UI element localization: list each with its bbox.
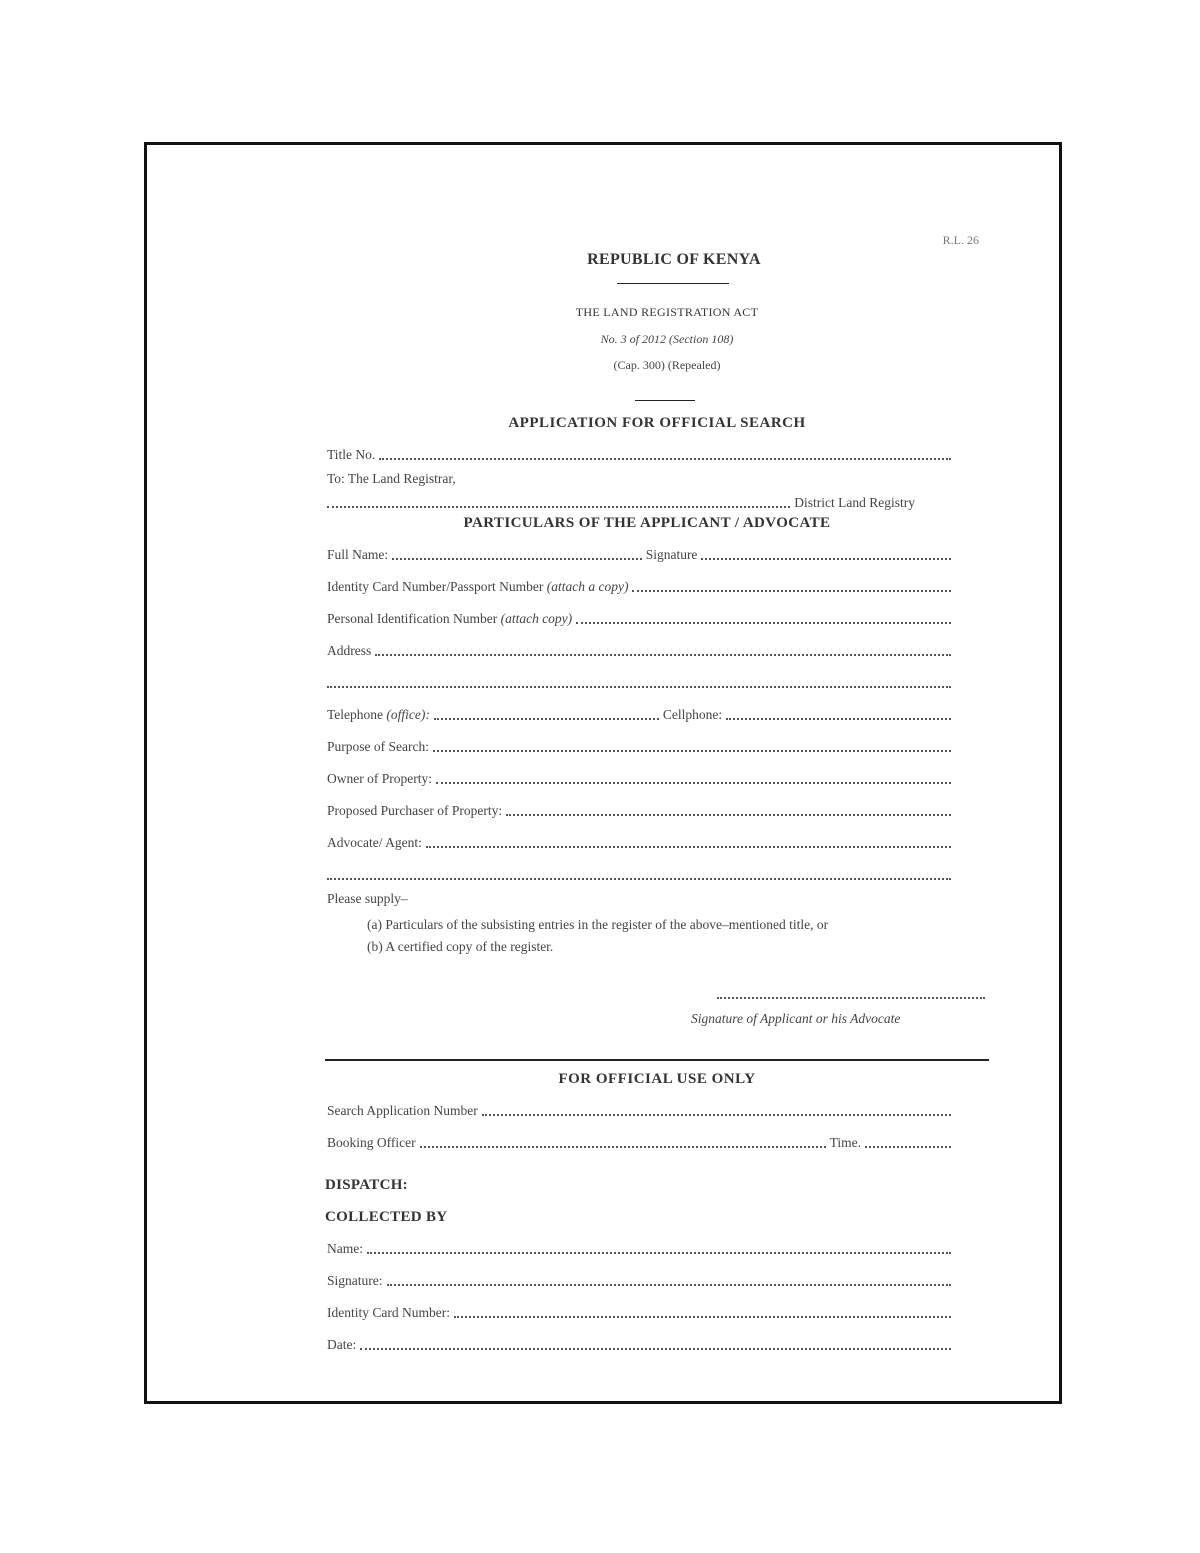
purchaser-label: Proposed Purchaser of Property: [327,803,503,818]
collector-name-field[interactable] [327,1239,951,1257]
purpose-label: Purpose of Search: [327,739,429,754]
telephone-note: (office): [386,707,430,722]
district-blank[interactable] [327,506,790,508]
address-blank[interactable] [375,654,951,656]
search-app-no-field[interactable] [327,1101,951,1119]
id-card-label [327,579,632,595]
owner-field[interactable] [327,769,951,787]
time-blank[interactable] [865,1146,951,1148]
id-card-note: (attach a copy) [546,579,629,594]
collector-signature-label: Signature: [327,1273,383,1288]
pin-field[interactable] [327,609,951,627]
applicant-signature-caption: Signature of Applicant or his Advocate [691,1011,901,1026]
advocate-label: Advocate/ Agent: [327,835,422,850]
form-title: APPLICATION FOR OFFICIAL SEARCH [508,415,806,431]
district-registry-label: District Land Registry [794,495,915,510]
supply-option-a[interactable]: (a) Particulars of the subsisting entries in the register of the above–mentioned title, or [367,917,829,932]
supply-option-b[interactable]: (b) A certified copy of the register. [367,939,554,954]
act-cap: (Cap. 300) (Repealed) [613,358,721,372]
full-name-blank[interactable] [392,558,642,560]
collector-id-label: Identity Card Number: [327,1305,450,1320]
pin-label-text: Personal Identification Number [327,611,498,626]
purpose-field[interactable] [327,737,951,755]
address-blank-2[interactable] [327,686,951,688]
collector-name-label: Name: [327,1241,363,1256]
search-app-no-blank[interactable] [482,1114,951,1116]
collector-date-field[interactable] [327,1335,951,1353]
title-no-label: Title No. [327,447,376,462]
purpose-blank[interactable] [433,750,951,752]
full-name-label: Full Name: [327,547,389,562]
address-label: Address [327,643,372,658]
heading-divider [617,283,729,284]
id-card-label-text: Identity Card Number/Passport Number [327,579,544,594]
official-use-heading: FOR OFFICIAL USE ONLY [558,1071,756,1087]
telephone-label-text: Telephone [327,707,384,722]
owner-label: Owner of Property: [327,771,432,786]
collector-signature-blank[interactable] [387,1284,952,1286]
collector-id-field[interactable] [327,1303,951,1321]
signature-label: Signature [645,547,698,562]
collector-date-label: Date: [327,1337,357,1352]
id-card-blank[interactable] [632,590,951,592]
advocate-blank-2[interactable] [327,878,951,880]
cellphone-blank[interactable] [726,718,951,720]
collector-signature-field[interactable] [327,1271,951,1289]
cellphone-label: Cellphone: [662,707,723,722]
form-reference: R.L. 26 [942,233,979,247]
signature-blank[interactable] [701,558,951,560]
collector-name-blank[interactable] [367,1252,951,1254]
collector-id-blank[interactable] [454,1316,951,1318]
to-registrar: To: The Land Registrar, [327,471,456,486]
dispatch-heading: DISPATCH: [325,1177,408,1193]
full-name-signature-field[interactable] [327,545,951,563]
advocate-field-2[interactable] [327,865,951,883]
purchaser-field[interactable] [327,801,951,819]
pin-note: (attach copy) [500,611,573,626]
form-page [144,142,1062,1404]
heading-divider-2 [635,400,695,401]
supply-intro: Please supply– [327,891,408,906]
collector-date-blank[interactable] [360,1348,951,1350]
owner-blank[interactable] [436,782,951,784]
search-app-no-label: Search Application Number [327,1103,478,1118]
applicant-signature-blank[interactable] [717,997,985,999]
time-label: Time. [829,1135,861,1150]
address-field-2[interactable] [327,673,951,691]
district-registry-field[interactable] [327,493,919,511]
act-title: THE LAND REGISTRATION ACT [575,305,759,319]
pin-blank[interactable] [576,622,951,624]
country-heading: REPUBLIC OF KENYA [587,251,761,268]
title-no-field[interactable] [327,445,951,463]
collected-by-heading: COLLECTED BY [325,1209,448,1225]
section-divider [325,1059,989,1061]
address-field[interactable] [327,641,951,659]
pin-label [327,611,576,627]
advocate-field[interactable] [327,833,951,851]
id-card-field[interactable] [327,577,951,595]
advocate-blank[interactable] [426,846,951,848]
booking-officer-blank[interactable] [420,1146,826,1148]
telephone-field[interactable] [327,705,951,723]
telephone-label [327,707,434,723]
applicant-heading: PARTICULARS OF THE APPLICANT / ADVOCATE [463,515,831,531]
title-no-blank[interactable] [379,458,951,460]
act-number: No. 3 of 2012 (Section 108) [600,332,734,346]
telephone-blank[interactable] [434,718,659,720]
booking-officer-field[interactable] [327,1133,951,1151]
booking-officer-label: Booking Officer [327,1135,416,1150]
purchaser-blank[interactable] [506,814,951,816]
